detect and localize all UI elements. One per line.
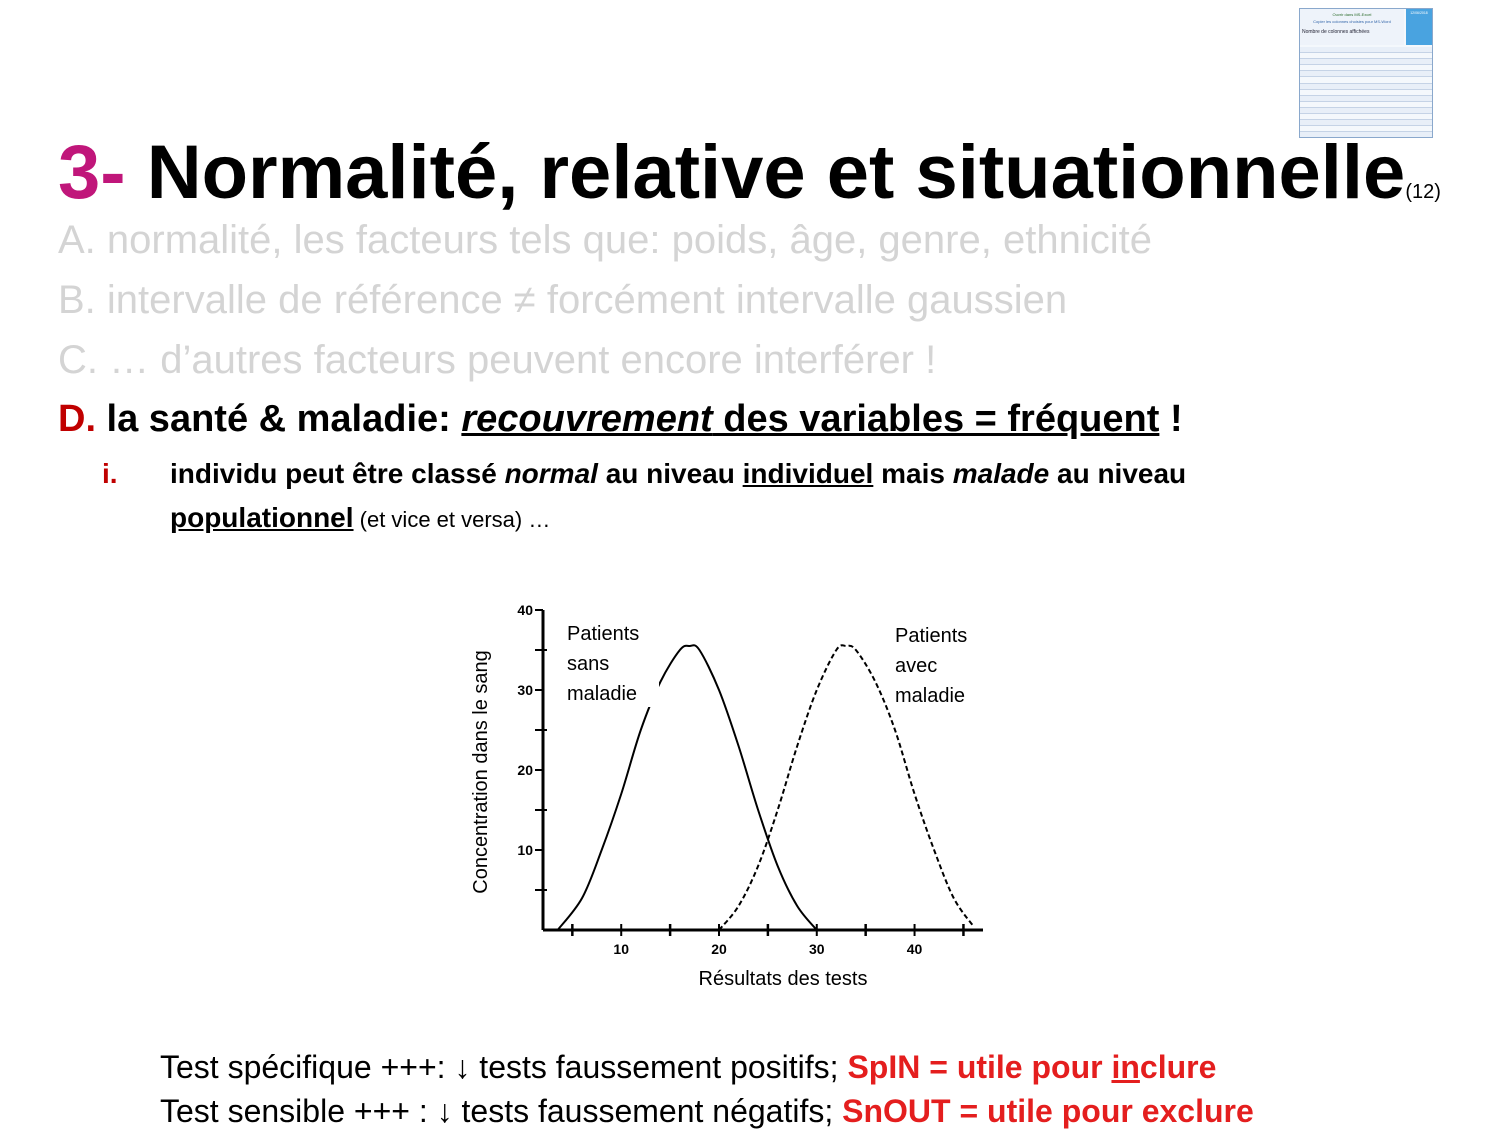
y-tick-label: 10 [517, 842, 533, 858]
spin-text-a: SpIN = utile pour [847, 1049, 1112, 1085]
point-d-pre: la santé & maladie: [96, 398, 462, 440]
point-c: C. … d’autres facteurs peuvent encore interférer ! [58, 338, 937, 382]
label-with-disease: avec [895, 655, 938, 677]
spin-text-underlined: in [1111, 1049, 1140, 1085]
label-without-disease: maladie [567, 683, 638, 705]
y-tick-label: 40 [517, 602, 533, 618]
spin-text-b: clure [1139, 1049, 1217, 1085]
sub-populationnel: populationnel [170, 502, 354, 533]
x-tick-label: 10 [613, 941, 630, 957]
thumbnail-rows [1300, 47, 1432, 138]
sub-point-line1 [170, 452, 1186, 496]
sub-point-line2 [170, 496, 550, 542]
sub-text-1: individu peut être classé [170, 458, 505, 489]
label-without-disease: sans [567, 653, 610, 675]
overlap-chart [455, 590, 1015, 1000]
sub-text-4: au niveau [1049, 458, 1187, 489]
x-tick-label: 20 [711, 941, 727, 957]
title-text: Normalité, relative et situationnelle [146, 130, 1406, 215]
sub-text-2: au niveau [597, 458, 743, 489]
point-d-underlined [461, 398, 1159, 440]
x-tick-label: 30 [808, 941, 825, 957]
specific-test-line [160, 1045, 1216, 1089]
point-d [58, 394, 1183, 444]
sensitive-test-line [160, 1089, 1254, 1133]
point-a: A. normalité, les facteurs tels que: poids, âge, genre, ethnicité [58, 218, 1152, 262]
point-d-post: ! [1159, 398, 1183, 440]
y-tick-label: 20 [517, 762, 533, 778]
y-axis-label: Concentration dans le sang [470, 650, 492, 894]
sub-text-3: mais [873, 458, 953, 489]
thumbnail-header [1300, 9, 1404, 45]
y-tick-label: 30 [517, 682, 533, 698]
title-reference: (12) [1405, 181, 1441, 203]
x-axis-label: Résultats des tests [698, 968, 868, 990]
sensitive-test-text: Test sensible +++ : ↓ tests faussement négatifs; [160, 1093, 843, 1129]
sub-normal: normal [504, 458, 598, 489]
sub-small: (et vice et versa) … [353, 507, 551, 532]
point-d-italic: recouvrement [461, 398, 713, 440]
point-d-letter: D. [58, 398, 96, 440]
label-with-disease: Patients [895, 625, 968, 647]
sub-individuel: individuel [742, 458, 874, 489]
x-tick-label: 40 [906, 941, 923, 957]
point-b: B. intervalle de référence ≠ forcément intervalle gaussien [58, 278, 1068, 322]
spin-label [847, 1049, 1216, 1085]
specific-test-text: Test spécifique +++: ↓ tests faussement positifs; [160, 1049, 848, 1085]
sub-point-roman: i. [102, 458, 118, 489]
label-with-disease: maladie [895, 685, 966, 707]
thumbnail-columns-label: Nombre de colonnes affichées [1302, 29, 1370, 35]
thumbnail-date: 12/06/2018 [1406, 9, 1432, 45]
snout-label: SnOUT = utile pour exclure [842, 1093, 1254, 1129]
sub-malade: malade [952, 458, 1050, 489]
lab-results-thumbnail [1299, 8, 1433, 138]
thumbnail-title: Ouvrir dans MS-Excel [1332, 12, 1372, 17]
label-without-disease: Patients [567, 623, 640, 645]
title-number: 3- [58, 130, 126, 215]
thumbnail-subtitle: Copier les colonnes choisies pour MS-Word [1313, 19, 1391, 24]
point-d-rest: des variables = fréquent [712, 398, 1160, 440]
